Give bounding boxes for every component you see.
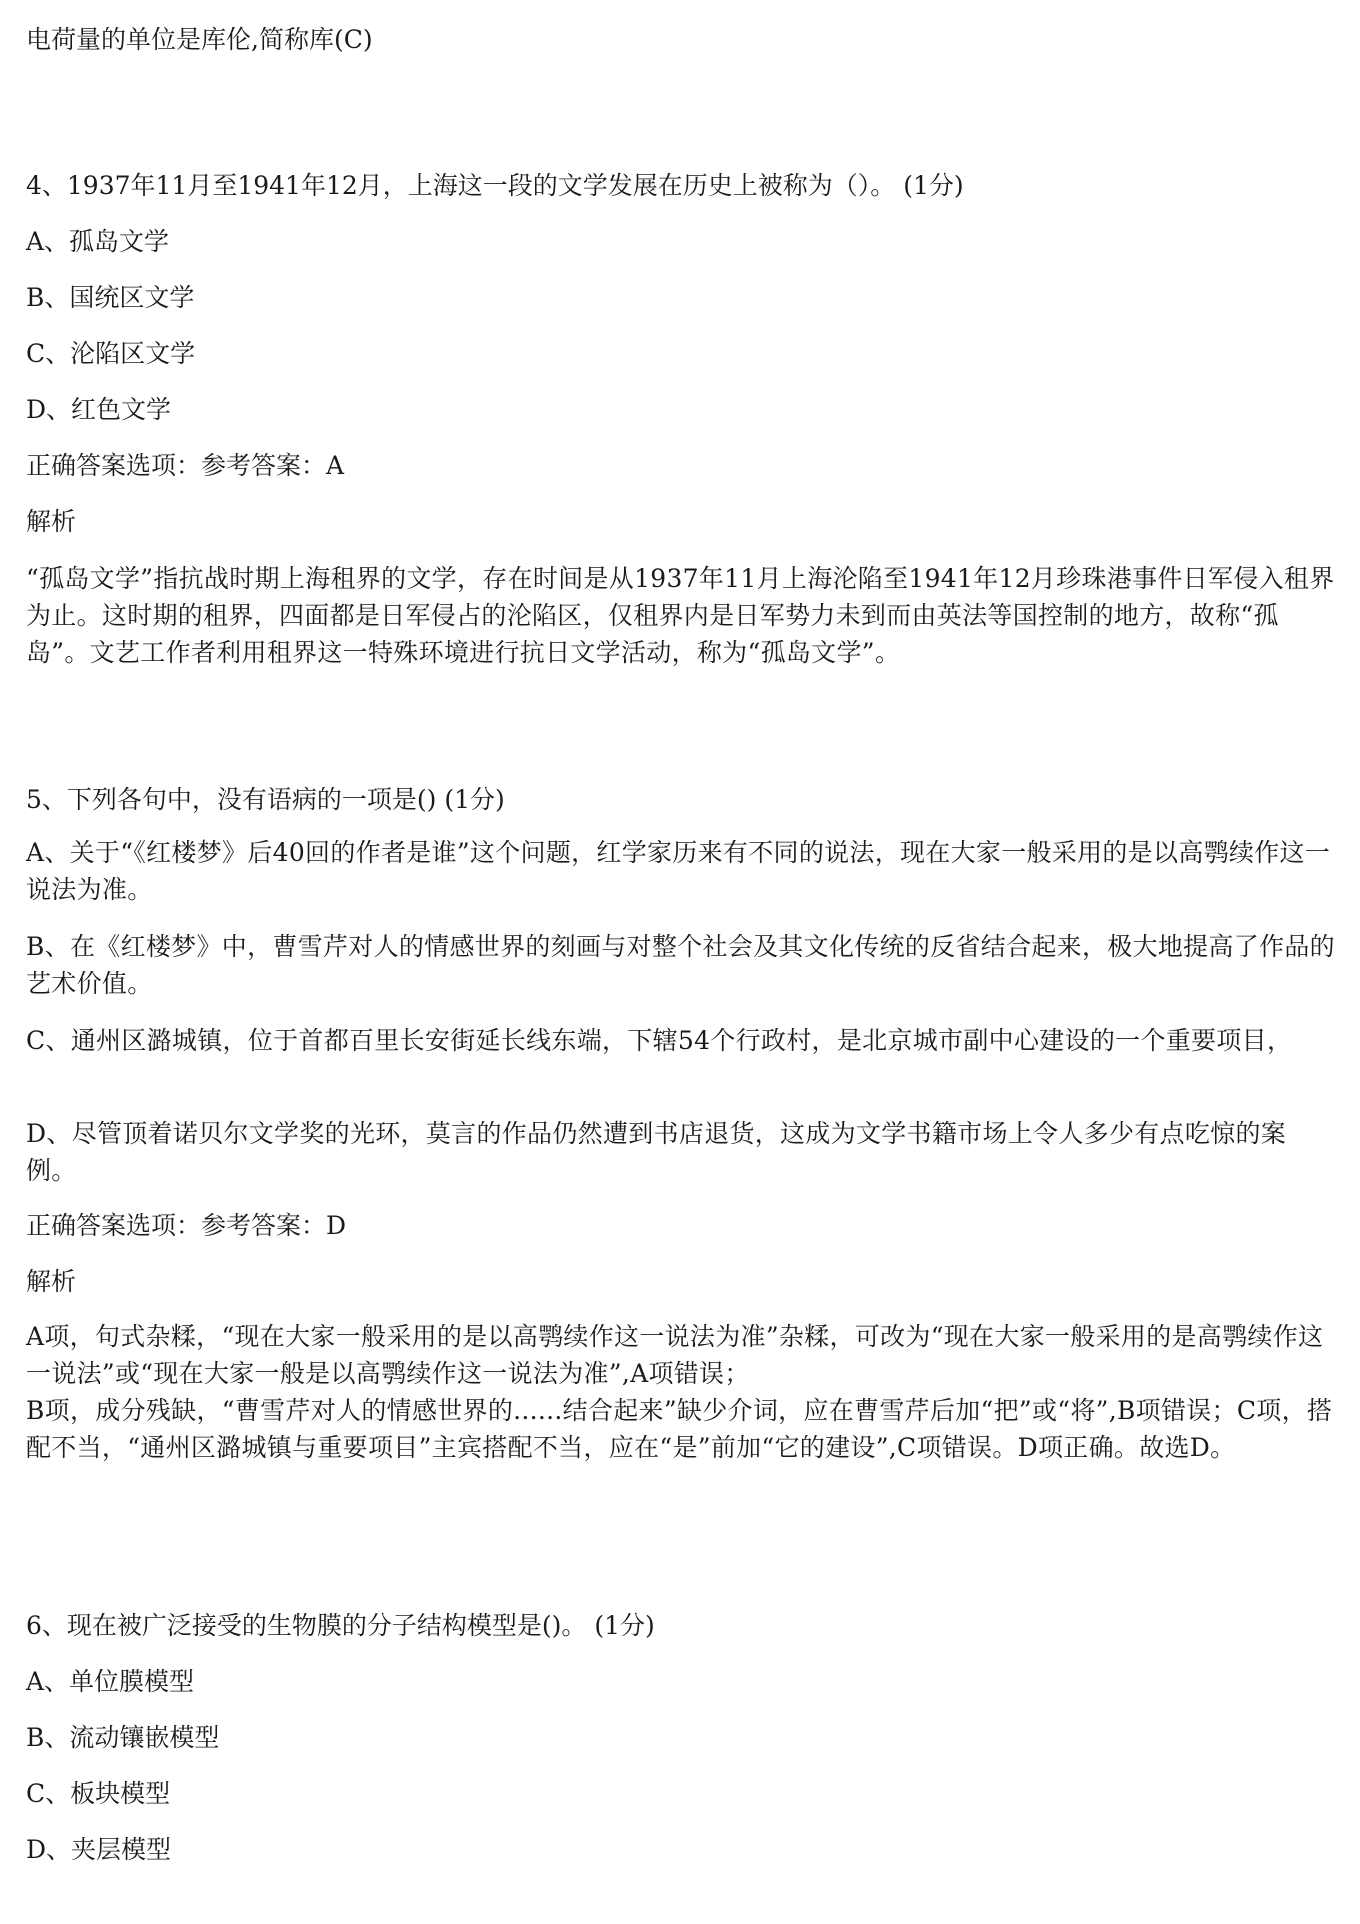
- question-6-option-c: C、板块模型: [26, 1779, 171, 1808]
- question-4-stem: 4、1937年11月至1941年12月，上海这一段的文学发展在历史上被称为（）。 (1分): [26, 171, 964, 200]
- question-4-option-b: B、国统区文学: [26, 283, 195, 312]
- question-5-analysis-b: B项，成分残缺，“曹雪芹对人的情感世界的......结合起来”缺少介词，应在曹雪芹后加“把”或“将”,B项错误；C项，搭配不当，“通州区潞城镇与重要项目”主宾搭配不当，应在“是”前加“它的建设”,C项错误。D项正确。故选D。: [26, 1396, 1333, 1462]
- question-5-option-b: B、在《红楼梦》中，曹雪芹对人的情感世界的刻画与对整个社会及其文化传统的反省结合起来，极大地提高了作品的艺术价值。: [26, 932, 1335, 998]
- question-5-analysis-a: A项，句式杂糅，“现在大家一般采用的是以高鹗续作这一说法为准”杂糅，可改为“现在大家一般采用的是高鹗续作这一说法”或“现在大家一般是以高鹗续作这一说法为准”,A项错误；: [26, 1322, 1324, 1388]
- question-5-analysis-label: 解析: [26, 1267, 77, 1296]
- question-4-option-a: A、孤岛文学: [26, 227, 170, 256]
- question-5-option-d: D、尽管顶着诺贝尔文学奖的光环，莫言的作品仍然遭到书店退货，这成为文学书籍市场上令人多少有点吃惊的案例。: [26, 1119, 1287, 1185]
- question-6-option-d: D、夹层模型: [26, 1835, 172, 1864]
- question-5-answer: 正确答案选项：参考答案：D: [26, 1211, 347, 1240]
- question-4-answer: 正确答案选项：参考答案：A: [26, 451, 345, 480]
- question-6-option-b: B、流动镶嵌模型: [26, 1723, 220, 1752]
- question-4-analysis-label: 解析: [26, 507, 77, 536]
- question-4-analysis: “孤岛文学”指抗战时期上海租界的文学，存在时间是从1937年11月上海沦陷至1941年12月珍珠港事件日军侵入租界为止。这时期的租界，四面都是日军侵占的沦陷区，仅租界内是日军势力未到而由英法等国控制的地方，故称“孤岛”。文艺工作者利用租界这一特殊环境进行抗日文学活动，称为“孤岛文学”。: [26, 564, 1335, 667]
- question-5-option-c: C、通州区潞城镇，位于首都百里长安街延长线东端，下辖54个行政村，是北京城市副中心建设的一个重要项目，: [26, 1026, 1293, 1055]
- question-4-option-d: D、红色文学: [26, 395, 172, 424]
- top-note: 电荷量的单位是库伦,简称库(C): [26, 25, 373, 54]
- question-6-stem: 6、现在被广泛接受的生物膜的分子结构模型是()。 (1分): [26, 1611, 655, 1640]
- question-4-option-c: C、沦陷区文学: [26, 339, 196, 368]
- question-5-stem: 5、下列各句中，没有语病的一项是() (1分): [26, 785, 505, 814]
- question-5-option-a: A、关于“《红楼梦》后40回的作者是谁”这个问题，红学家历来有不同的说法，现在大家一般采用的是以高鹗续作这一说法为准。: [26, 838, 1331, 904]
- question-6-option-a: A、单位膜模型: [26, 1667, 195, 1696]
